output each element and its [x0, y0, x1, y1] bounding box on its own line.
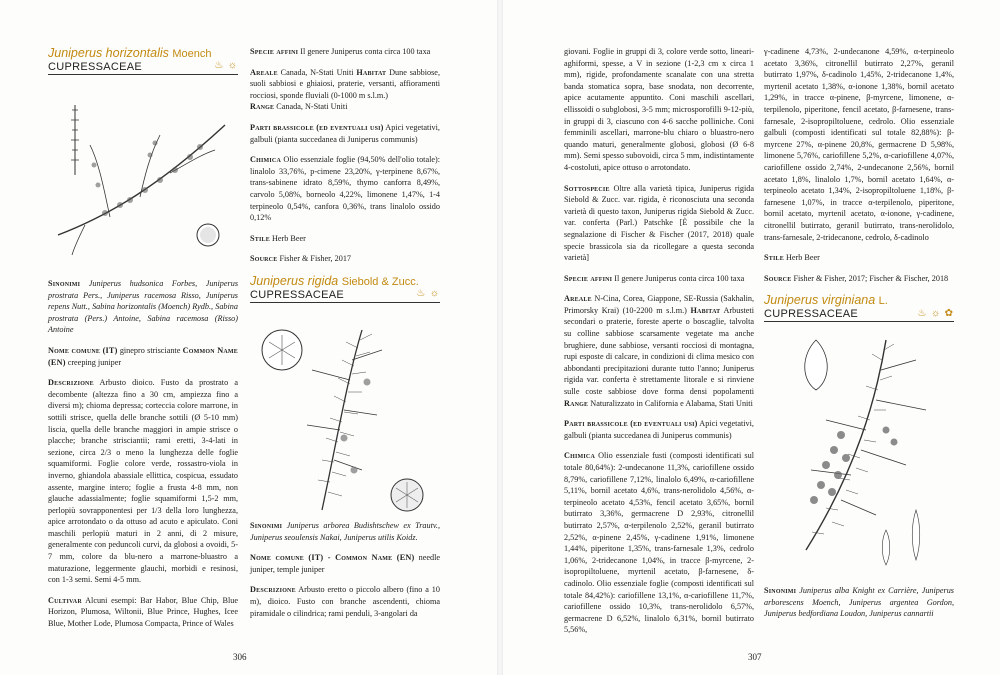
descrizione-continued: giovani. Foglie in gruppi di 3, colore verde sotto, lineari-aghiformi, spesse, a V in sezione (1-2,3 cm x circa 1 mm), rigide, profondamente scanalate con una stretta banda stomatica sopra, base snodata, non decorrente, apice acutamente appuntito. Coni maschili ascellari, ellissoidi o subglobosi, 3-5 mm; microsporofilli 9-12-più, in gruppi di 3, ciascuno con 4-6 sacche polliniche. Coni femminili ascellari, marrone-blu chiaro o bluastro-nero quando maturi, generalmente globosi, globosi (Ø 6-8 mm). Semi spesso subovoidi, circa 5 mm, indistintamente 4-costoluti, apice ottuso o arrotondato. — [564, 47, 754, 172]
nome-comune-block: Nome comune (IT) ginepro strisciante Common Name (EN) creeping juniper — [48, 345, 238, 367]
source-block: Source Fisher & Fisher, 2017; Fischer & Fischer, 2018 — [764, 273, 949, 283]
left-column-1-text — [48, 278, 238, 639]
juniperus-rigida-illustration — [252, 320, 440, 520]
species-name: Juniperus virginiana — [764, 293, 876, 308]
right-column-2 — [764, 46, 954, 328]
family-name: CUPRESSACEAE — [764, 308, 859, 321]
chimica-continued: γ-cadinene 4,73%, 2-undecanone 4,59%, α-terpineolo acetato 3,36%, citronellil butirrato 2,27%, geranil butirrato 1,97%, δ-cadinolo 1,45%, 2-tridecanone 1,4%, myrtenil acetato 1,38%, α-ionone 1,38%, bornil acetato 1,29%, in tracce α-pinene, β-myrcene, limonene, α-terpilenolo, piperitone, fencil acetato, β-farnesene, trans-farnesale, 2-isopropiltoluene, cedrolo. Olio essenziale galbuli (composti identificati sul totale 82,88%): β-myrcene 27%, α-pinene 20,8%, germacrene D 5,98%, limonene 5,76%, cariofillene 5,2%, α-cariofillene 4,07%, cariofillene ossido 2,74%, 2-undecanone 2,56%, bornil acetato 1,8%, linalolo 1,7%, bornil acetato 1,64%, α-terpineolo acetato 1,34%, 2-isopropiltoluene 1,18%, β-farnesene 1,07%, in tracce α-terpilenolo, piperitone, bornil acetato, myrtenil acetato, α-ionone, γ-cadinene, citronellil butirrato, geranil butirrato, trans-nerolidolo, trans-farnesale, 2-tridecanone, cedrolo, δ-cadinolo — [764, 47, 954, 242]
areale-block: Areale N-Cina, Corea, Giappone, SE-Russia (Sakhalin, Primorsky Krai) (10-2200 m s.l.m.) Habitat Arbusteti secondari o praterie, foreste aperte o boscaglie, talvolta su colline sabbiose scarsamente vegetate ma anche brughiere, dune sabbiose, versanti rocciosi di montagna, rupi esposte di calcare, in condizioni di clima mesico con abbondanti precipitazioni durante tutto l'anno; Juniperus rigida var. conferta è strettamente litorale e si rinviene sulle coste sabbiose dove forma densi popolamenti Range Naturalizzato in California e Alabama, Stati Uniti — [564, 294, 754, 408]
juniperus-virginiana-illustration — [766, 330, 954, 580]
book-gutter — [497, 0, 503, 675]
sinonimi-block: Sinonimi Juniperus hudsonica Forbes, Juniperus prostrata Pers., Juniperus racemosa Risso, Juniperus repens Nutt., Sabina horizontalis (Moench) Rydb., Sabina prostrata (Pers.) Antoine, Sabina racemosa (Risso) Antoine — [48, 279, 238, 335]
family-name: CUPRESSACEAE — [250, 288, 345, 301]
species-author: L. — [878, 295, 888, 308]
usage-icons: ♨ ☼ — [214, 60, 238, 72]
left-column-2-text — [250, 520, 440, 628]
entry-header-virginiana — [764, 293, 954, 322]
parti-brassicole-block: Parti brassicole (ed eventuali usi) Apici vegetativi, galbuli (pianta succedanea di Juniperus communis) — [250, 122, 440, 144]
juniperus-horizontalis-illustration — [50, 85, 235, 260]
chimica-block: Chimica Olio essenziale foglie (94,50% dell'olio totale): linalolo 33,76%, p-cimene 23,20%, γ-terpinene 8,67%, trans-sabinene idrato 8,59%, thymo canforra 8,49%, carvolo 5,08%, borneolo 4,22%, limonene 1,47%, 1-4 terpineolo 0,54%, canfora 0,36%, trans linalolo ossido 0,12% — [250, 155, 440, 223]
areale-block: Areale Canada, N-Stati Uniti Habitat Dune sabbiose, suoli sabbiosi e ghiaiosi, praterie, versanti, affioramenti rocciosi, sponde fluviali (0-1000 m s.l.m.) Range Canada, N-Stati Uniti — [250, 67, 440, 112]
descrizione-block: Descrizione Arbusto eretto o piccolo albero (fino a 10 m), dioico. Fusto con branche ascendenti, chioma piramidale o cilindrica; rami penduli, 3-angolari da — [250, 585, 440, 618]
descrizione-block: Descrizione Arbusto dioico. Fusto da prostrato a decombente (altezza fino a 30 cm, ampiezza fino a diversi m); chioma depressa; corteccia colore marrone, in sottili strisce, quella delle branche sottili (Ø 5-10 mm) liscia, quella delle branche maggiori in ampie strisce o placche; branche strisciantii; rami eretti, 3-4-lati in sezione, circa 2/3 o meno la lunghezza delle foglie squamiformi. Foglie colore verde, rossastro-viola in inverno, ghiandola abassiale ellittica, cospicua, essudato assente, margine intero; foglie a frusta 4-8 mm, non glauche adassialmente; foglie squamiformi 1,5-2 mm, perlopiù sovrapponentesi per 1/3 della loro lunghezza, apice arrotondato o da ottuso ad acuto e apiculato. Coni maschili perlopiù maturi in 2 anni, di 2 misure, generalmente con peduncoli curvi, da globosi a ovoidi, 5-7 mm, colore da blu-nero a marrone-bluastro a maturazione, leggermente glauchi, morbidi e resinosi, con 1-3 semi. Semi 4-5 mm. — [48, 378, 238, 585]
stile-block: Stile Herb Beer — [764, 253, 820, 263]
nome-comune-block: Nome comune (IT) - Common Name (EN) needle juniper, temple juniper — [250, 553, 441, 574]
species-name: Juniperus horizontalis — [48, 46, 169, 60]
page-number-right: 307 — [748, 652, 762, 662]
specie-affini-block: Specie affini Il genere Juniperus conta circa 100 taxa — [250, 47, 431, 56]
usage-icons: ♨ ☼ — [416, 288, 440, 300]
left-column-2 — [250, 46, 440, 309]
species-author: Moench — [172, 48, 212, 60]
parti-brassicole-block: Parti brassicole (ed eventuali usi) Apici vegetativi, galbuli (pianta succedanea di Juniperus communis) — [564, 419, 754, 440]
right-column-1 — [564, 46, 754, 645]
sinonimi-block: Sinonimi Juniperus alba Knight ex Carrière, Juniperus arborescens Moench, Juniperus argentea Gordon, Juniperus bedfordiana Loudon, Juniperus cannartii — [764, 586, 954, 619]
source-block: Source Fisher & Fisher, 2017 — [250, 254, 352, 264]
cultivar-block: Cultivar Alcuni esempi: Bar Habor, Blue Chip, Blue Horizon, Plumosa, Wiltonii, Blue Prince, Hughes, Icee Blue, Mother Lode, Plumosa Compacta, Prince of Wales — [48, 595, 238, 629]
right-column-2-text — [764, 585, 954, 629]
left-column-1 — [48, 46, 238, 81]
chimica-block: Chimica Olio essenziale fusti (composti identificati sul totale 80,64%): 2-undecanone 11,3%, cariofillene ossido 8,79%, cariofillene 7,12%, linalolo 6,49%, α-cariofillene 5,11%, bornil acetato 4,6%, trans-nerolidolo 4,56%, α-terpineolo acetato 4,53%, fencil acetato 3,65%, bornil butirrato 3,36%, germacrene D 2,93%, citronellil butirrato 2,57%, α-terpilenolo 2,52%, geranil butirrato 2,52%, α-pinene 2,45%, γ-cadinene 1,91%, limonene 1,44%, piperitone 1,35%, trans-farnesale 1,3%, cedrolo 1,06%, 2-tridecanone 1,04%, in tracce β-myrcene, 2-isopropiltoluene, myrtenil acetato, β-farnesene, δ-cadinolo. Olio essenziale foglie (composti identificati sul totale 84,42%): cariofillene 13,1%, α-cariofillene 11,7%, cariofillene ossido 10,3%, trans-nerolidolo 6,57%, germacrene D 6,52%, linalolo 6,31%, bornil butirrato 5,56%, — [564, 451, 754, 635]
usage-icons: ♨ ☼ ✿ — [917, 307, 954, 319]
sottospecie-block: Sottospecie Oltre alla varietà tipica, Juniperus rigida Siebold & Zucc. var. rigida, è riconosciuta una seconda varietà di questo taxon, Juniperus rigida Siebold & Zucc. var. conferta (Parl.) Patschke [È possibile che la segnalazione di Fischer & Fischer (2017, 2018) quale specie brassicola sia da ricollegare a questa seconda varietà] — [564, 183, 754, 263]
family-name: CUPRESSACEAE — [48, 61, 143, 73]
entry-header-horizontalis — [48, 46, 238, 75]
page-number-left: 306 — [233, 652, 247, 662]
species-author: Siebold & Zucc. — [341, 275, 419, 288]
entry-header-rigida — [250, 274, 440, 303]
stile-block: Stile Herb Beer — [250, 233, 306, 243]
specie-affini-block: Specie affini Il genere Juniperus conta circa 100 taxa — [564, 273, 745, 283]
species-name: Juniperus rigida — [250, 273, 339, 288]
sinonimi-block: Sinonimi Juniperus arborea Budishtschew ex Trautv., Juniperus seoulensis Nakai, Juniperus utilis Koidz. — [250, 521, 440, 542]
